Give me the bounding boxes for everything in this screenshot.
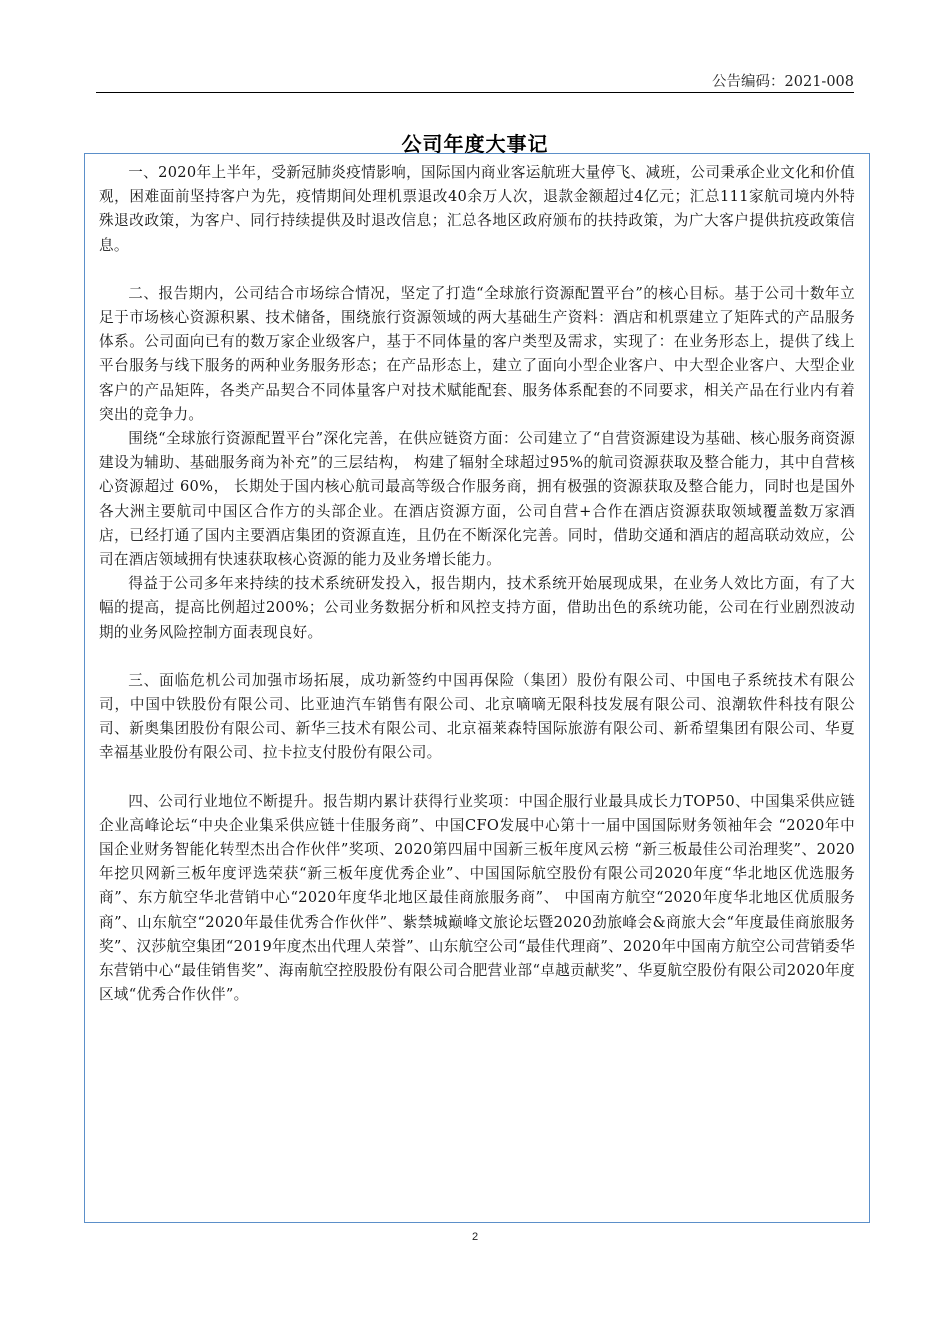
page-number: 2 <box>471 1231 479 1243</box>
paragraph-6: 四、公司行业地位不断提升。报告期内累计获得行业奖项：中国企服行业最具成长力TOP50、中国集采供应链企业高峰论坛“中央企业集采供应链十佳服务商”、中国CFO发展中心第十一届中国国际财务领袖年会 “2020年中国企业财务智能化转型杰出合作伙伴”奖项、2020第四届中国新三板年度风云榜 “新三板最佳公司治理奖”、2020年挖贝网新三板年度评选荣获“新三板年度优秀企业”、中国国际航空股份有限公司2020年度“华北地区优选服务商”、东方航空华北营销中心“2020年度华北地区最佳商旅服务商”、 中国南方航空“2020年度华北地区优质服务商”、山东航空“2020年最佳优秀合作伙伴”、紫禁城巅峰文旅论坛暨2020劲旅峰会&商旅大会“年度最佳商旅服务奖”、汉莎航空集团“2019年度杰出代理人荣誉”、山东航空公司“最佳代理商”、2020年中国南方航空公司营销委华东营销中心“最佳销售奖”、海南航空控股股份有限公司合肥营业部“卓越贡献奖”、华夏航空股份有限公司2020年度区域“优秀合作伙伴”。 <box>99 792 855 1004</box>
paragraph-5: 三、面临危机公司加强市场拓展，成功新签约中国再保险（集团）股份有限公司、中国电子系统技术有限公司，中国中铁股份有限公司、比亚迪汽车销售有限公司、北京嘀嘀无限科技发展有限公司、浪潮软件科技有限公司、新奥集团股份有限公司、新华三技术有限公司、北京福莱森特国际旅游有限公司、新希望集团有限公司、华夏幸福基业股份有限公司、拉卡拉支付股份有限公司。 <box>99 671 855 762</box>
paragraph-gap <box>99 258 855 282</box>
content-box <box>84 153 870 1223</box>
paragraph-1: 一、2020年上半年，受新冠肺炎疫情影响，国际国内商业客运航班大量停飞、减班，公司秉承企业文化和价值观，困难面前坚持客户为先，疫情期间处理机票退改40余万人次，退款金额超过4亿元；汇总111家航司境内外特殊退改政策，为客户、同行持续提供及时退改信息；汇总各地区政府颁布的扶持政策，为广大客户提供抗疫政策信息。 <box>99 164 855 254</box>
paragraph-gap <box>99 645 855 669</box>
paragraph-4: 得益于公司多年来持续的技术系统研发投入，报告期内，技术系统开始展现成果，在业务人效比方面，有了大幅的提高，提高比例超过200%；公司业务数据分析和风控支持方面，借助出色的系统功能，公司在行业剧烈波动期的业务风险控制方面表现良好。 <box>99 575 855 641</box>
paragraph-2: 二、报告期内，公司结合市场综合情况，坚定了打造“全球旅行资源配置平台”的核心目标。基于公司十数年立足于市场核心资源积累、技术储备，围绕旅行资源领域的两大基础生产资料：酒店和机票建立了矩阵式的产品服务体系。公司面向已有的数万家企业级客户，基于不同体量的客户类型及需求，实现了：在业务形态上，提供了线上平台服务与线下服务的两种业务服务形态；在产品形态上，建立了面向小型企业客户、中大型企业客户、大型企业客户的产品矩阵，各类产品契合不同体量客户对技术赋能配套、服务体系配套的不同要求，相关产品在行业内有着突出的竞争力。 <box>99 284 855 423</box>
page-title: 公司年度大事记 <box>401 132 549 156</box>
paragraph-3: 围绕“全球旅行资源配置平台”深化完善，在供应链资方面：公司建立了“自营资源建设为基础、核心服务商资源建设为辅助、基础服务商为补充”的三层结构， 构建了辐射全球超过95%的航司资源获取及整合能力，其中自营核心资源超过 60%， 长期处于国内核心航司最高等级合作服务商，拥有极强的资源获取及整合能力，同时也是国外各大洲主要航司中国区合作方的头部企业。在酒店资源方面，公司自营+合作在酒店资源获取领域覆盖数万家酒店，已经打通了国内主要酒店集团的资源直连，且仍在不断深化完善。同时，借助交通和酒店的超高联动效应，公司在酒店领域拥有快速获取核心资源的能力及业务增长能力。 <box>99 430 855 569</box>
header-divider <box>96 92 854 93</box>
announcement-code: 公告编码：2021-008 <box>712 74 854 90</box>
paragraph-gap <box>99 766 855 790</box>
